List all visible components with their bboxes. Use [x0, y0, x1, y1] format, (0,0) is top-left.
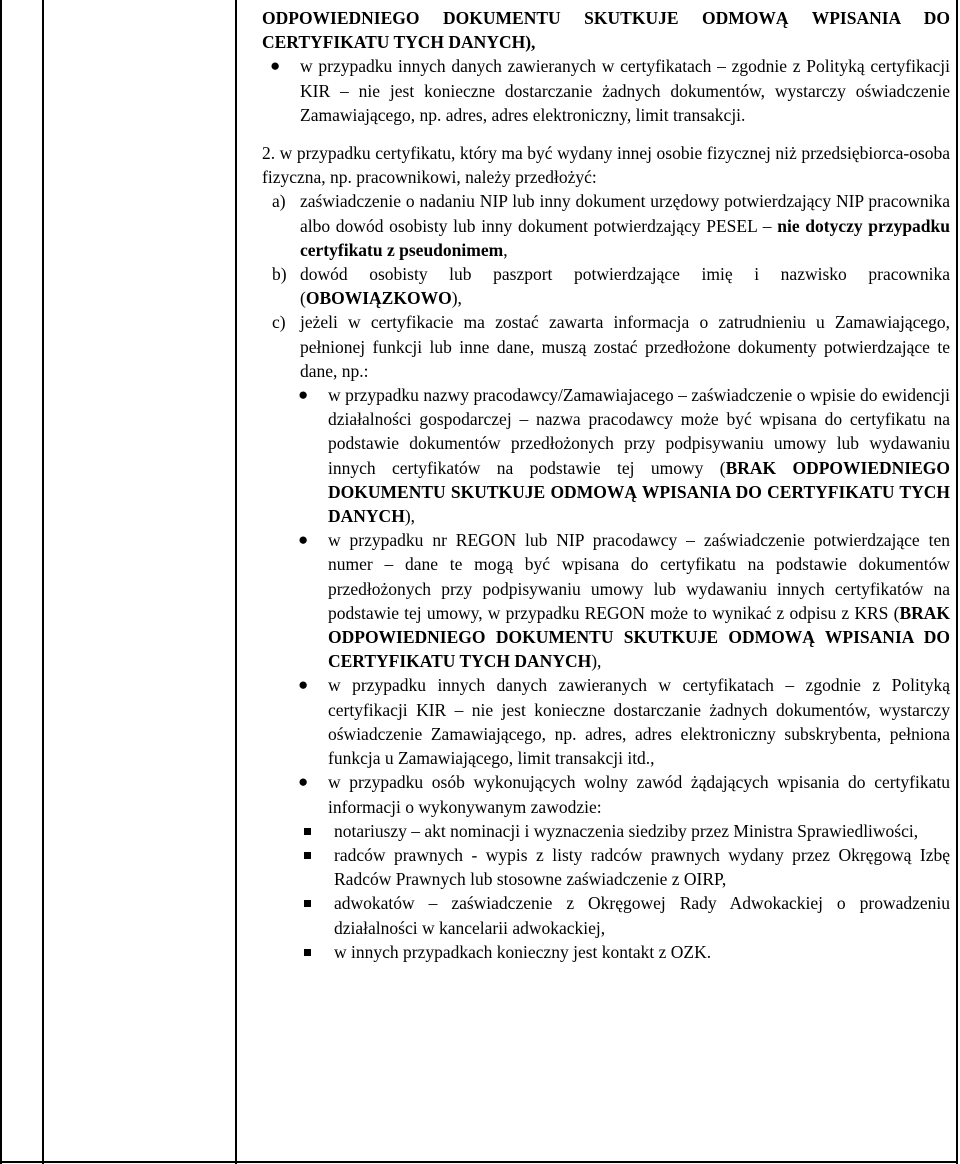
item-c-text: jeżeli w certyfikacie ma zostać zawarta informacja o zatrudnieniu u Zamawiającego, pełnionej funkcji lub inne dane, muszą zostać przedłożone dokumenty potwierdzające te dane, np.: — [300, 312, 950, 381]
square-list-item-text: w innych przypadkach konieczny jest kontakt z OZK. — [334, 941, 712, 962]
square-list-item-text: radców prawnych - wypis z listy radców prawnych wydany przez Okręgową Izbę Radców Prawnych lub stosowne zaświadczenie z OIRP, — [334, 844, 950, 890]
section-2 — [262, 141, 950, 189]
bullet-icon: ● — [270, 56, 281, 76]
square-bullet-icon — [304, 949, 311, 956]
bullet-icon: ● — [298, 385, 309, 405]
table-bottom-border — [0, 1161, 958, 1163]
table-right-border — [956, 0, 958, 1164]
list-item-text: w przypadku nazwy pracodawcy/Zamawiajacego – zaświadczenie o wpisie do ewidencji działalności gospodarczej – nazwa pracodawcy może być wpisana do certyfikatu na podstawie dokumentów przedłożonych przy podpisywaniu umowy lub wydawaniu innych certyfikatów na podstawie tej umowy ( — [328, 385, 950, 478]
square-list-item — [262, 843, 950, 891]
square-list-item — [262, 819, 950, 843]
list-item-text: w przypadku osób wykonujących wolny zawód żądających wpisania do certyfikatu informacji o wykonywanym zawodzie: — [328, 772, 950, 817]
list-item — [262, 54, 950, 127]
square-list-item-text: adwokatów – zaświadczenie z Okręgowej Rady Adwokackiej o prowadzeniu działalności w kancelarii adwokackiej, — [334, 893, 950, 938]
item-a-bold: nie dotyczy przypadku certyfikatu z pseudonimem — [300, 215, 951, 260]
table-column-divider-1 — [42, 0, 44, 1164]
bullet-icon: ● — [298, 675, 309, 695]
table-left-border — [0, 0, 2, 1164]
square-list-item — [262, 891, 950, 939]
list-item-bold: BRAK ODPOWIEDNIEGO DOKUMENTU SKUTKUJE ODMOWĄ WPISANIA DO CERTYFIKATU TYCH DANYCH — [328, 602, 950, 672]
item-b-end: ), — [451, 288, 462, 309]
document-cell — [262, 6, 950, 964]
list-item-text: w przypadku innych danych zawieranych w certyfikatach – zgodnie z Polityką certyfikacji KIR – nie jest konieczne dostarczanie żadnych dokumentów, wystarczy oświadczenie Zamawiającego, np. adres, adres elektroniczny subskrybenta, pełniona funkcja u Zamawiającego, limit transakcji itd., — [328, 675, 950, 769]
item-a-end: , — [503, 239, 508, 260]
item-a-label: a) — [272, 191, 286, 212]
square-bullet-icon — [304, 828, 311, 835]
table-column-divider-2 — [235, 0, 237, 1164]
section-intro: w przypadku certyfikatu, który ma być wydany innej osobie fizycznej niż przedsiębiorca-osoba fizyczna, np. pracownikowi, należy przedłożyć: — [262, 143, 950, 188]
item-b — [262, 262, 950, 310]
item-c-label: c) — [272, 312, 286, 333]
list-item — [262, 673, 950, 770]
list-item-end: ), — [591, 651, 602, 672]
list-item — [262, 383, 950, 528]
item-b-bold: OBOWIĄZKOWO — [305, 288, 452, 309]
square-bullet-icon — [304, 852, 311, 859]
item-b-label: b) — [272, 264, 287, 285]
square-bullet-icon — [304, 900, 311, 907]
bullet-icon: ● — [298, 530, 309, 550]
item-c — [262, 310, 950, 383]
item-a — [262, 189, 950, 262]
item-a-text: zaświadczenie o nadaniu NIP lub inny dokument urzędowy potwierdzający NIP pracownika albo dowód osobisty lub inny dokument potwierdzający PESEL – — [300, 191, 950, 236]
bullet-icon: ● — [298, 772, 309, 792]
list-item-text: w przypadku nr REGON lub NIP pracodawcy – zaświadczenie potwierdzające ten numer – dane te mogą być wpisana do certyfikatu na podstawie dokumentów przedłożonych przy podpisywaniu umowy lub wydawaniu innych certyfikatów na podstawie tej umowy, w przypadku REGON może to wynikać z odpisu z KRS ( — [328, 530, 950, 623]
list-item — [262, 770, 950, 818]
list-item — [262, 528, 950, 673]
square-list-item — [262, 940, 950, 964]
list-item-text: w przypadku innych danych zawieranych w certyfikatach – zgodnie z Polityką certyfikacji KIR – nie jest konieczne dostarczanie żadnych dokumentów, wystarczy oświadczenie Zamawiającego, np. adres, adres elektroniczny, limit transakcji. — [300, 56, 950, 125]
list-item-end: ), — [404, 506, 416, 527]
list-item-bold: BRAK ODPOWIEDNIEGO DOKUMENTU SKUTKUJE ODMOWĄ WPISANIA DO CERTYFIKATU TYCH DANYCH — [328, 457, 951, 527]
square-list-item-text: notariuszy – akt nominacji i wyznaczenia siedziby przez Ministra Sprawiedliwości, — [334, 820, 919, 841]
top-continuation-bold: ODPOWIEDNIEGO DOKUMENTU SKUTKUJE ODMOWĄ WPISANIA DO CERTYFIKATU TYCH DANYCH), — [262, 8, 950, 53]
item-b-text: dowód osobisty lub paszport potwierdzające imię i nazwisko pracownika ( — [300, 264, 950, 309]
section-number: 2. — [262, 143, 276, 164]
